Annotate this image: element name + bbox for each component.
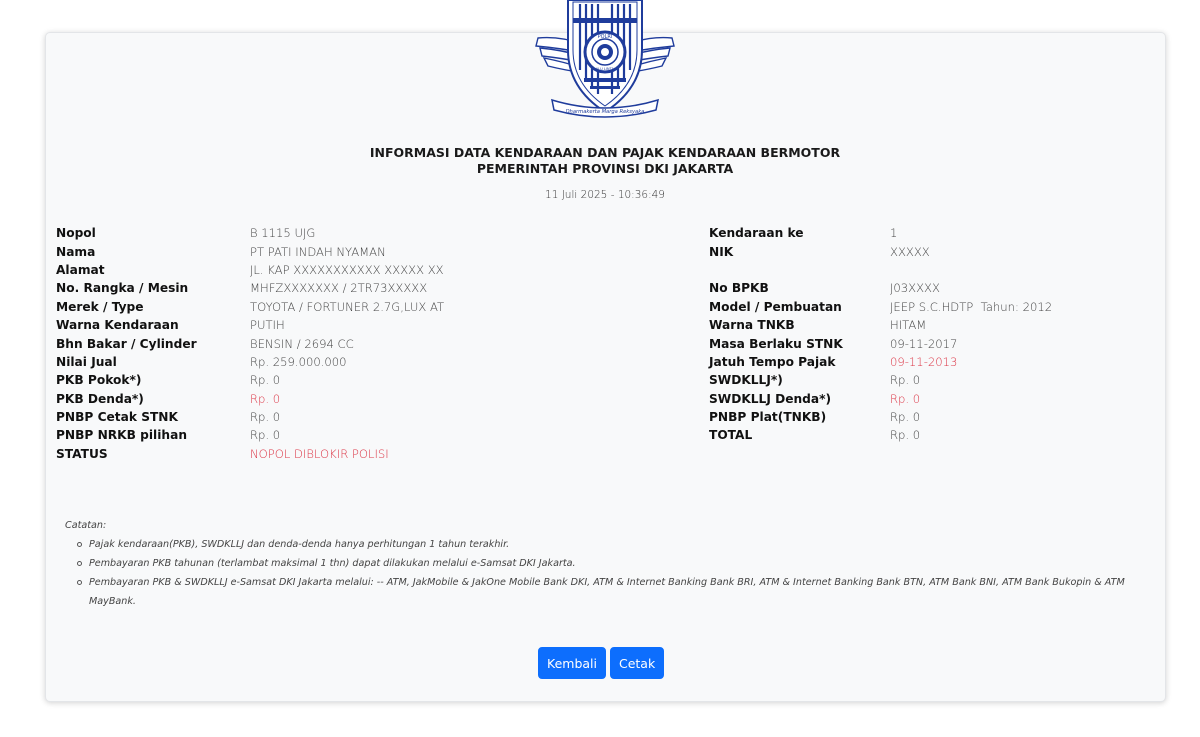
- row-nilai-jual: [56, 353, 656, 371]
- value-total: Rp. 0: [890, 428, 921, 443]
- row-pnbp-plat: [709, 408, 1169, 426]
- action-buttons: [538, 647, 664, 679]
- svg-text:Dharmakerta Marga Reksyaka: Dharmakerta Marga Reksyaka: [565, 109, 645, 115]
- label-merek-type: Merek / Type: [56, 299, 144, 314]
- row-pnbp-nrkb: [56, 426, 656, 444]
- label-warna-kendaraan: Warna Kendaraan: [56, 318, 179, 333]
- label-alamat: Alamat: [56, 262, 105, 277]
- value-nama: PT PATI INDAH NYAMAN: [250, 244, 386, 259]
- row-nama: [56, 242, 656, 260]
- label-swdkllj: SWDKLLJ*): [709, 373, 783, 388]
- value-status: NOPOL DIBLOKIR POLISI: [250, 446, 389, 461]
- row-nopol: [56, 224, 656, 242]
- row-merek-type: [56, 298, 656, 316]
- value-nik: XXXXX: [890, 244, 930, 259]
- value-merek-type: TOYOTA / FORTUNER 2.7G,LUX AT: [250, 299, 445, 314]
- label-nilai-jual: Nilai Jual: [56, 354, 117, 369]
- notes-section: [65, 516, 1155, 611]
- page-title-line2: PEMERINTAH PROVINSI DKI JAKARTA: [476, 161, 734, 176]
- polri-emblem-icon: [530, 0, 680, 124]
- row-masa-berlaku-stnk: [709, 334, 1169, 352]
- value-nilai-jual: Rp. 259.000.000: [250, 354, 347, 369]
- label-rangka-mesin: No. Rangka / Mesin: [56, 281, 189, 296]
- label-jatuh-tempo-pajak: Jatuh Tempo Pajak: [709, 354, 836, 369]
- value-warna-tnkb: HITAM: [890, 318, 927, 333]
- label-no-bpkb: No BPKB: [709, 281, 769, 296]
- row-swdkllj: [709, 371, 1169, 389]
- row-swdkllj-denda: [709, 390, 1169, 408]
- back-button[interactable]: Kembali: [538, 647, 606, 679]
- label-nik: NIK: [709, 244, 734, 259]
- value-masa-berlaku-stnk: 09-11-2017: [890, 336, 958, 351]
- svg-text:POLRI: POLRI: [597, 34, 613, 40]
- label-swdkllj-denda: SWDKLLJ Denda*): [709, 391, 832, 406]
- value-pnbp-nrkb: Rp. 0: [250, 428, 281, 443]
- label-nama: Nama: [56, 244, 96, 259]
- page-title-line1: INFORMASI DATA KENDARAAN DAN PAJAK KENDARAAN BERMOTOR: [369, 145, 841, 160]
- row-warna-tnkb: [709, 316, 1169, 334]
- report-datetime: 11 Juli 2025 - 10:36:49: [545, 189, 665, 201]
- vehicle-info-right: [709, 224, 1169, 445]
- value-swdkllj-denda: Rp. 0: [890, 391, 921, 406]
- value-jatuh-tempo-pajak: 09-11-2013: [890, 354, 958, 369]
- svg-text:LALU LINTAS: LALU LINTAS: [593, 67, 617, 71]
- label-warna-tnkb: Warna TNKB: [709, 318, 795, 333]
- print-button[interactable]: Cetak: [610, 647, 664, 679]
- polri-emblem-logo: [530, 0, 680, 124]
- notes-list: [65, 535, 1155, 611]
- value-pnbp-cetak-stnk: Rp. 0: [250, 410, 281, 425]
- note-item: Pajak kendaraan(PKB), SWDKLLJ dan denda-denda hanya perhitungan 1 tahun terakhir.: [79, 535, 1155, 554]
- value-bahan-bakar: BENSIN / 2694 CC: [250, 336, 354, 351]
- row-bahan-bakar: [56, 334, 656, 352]
- row-pnbp-cetak-stnk: [56, 408, 656, 426]
- note-item: Pembayaran PKB & SWDKLLJ e-Samsat DKI Jakarta melalui: -- ATM, JakMobile & JakOne Mobile Bank DKI, ATM & Internet Banking Bank BRI, ATM & Internet Banking Bank BTN, ATM Bank BNI, ATM Bank Bukopin & ATM MayBank.: [79, 573, 1155, 611]
- value-model-pembuatan: JEEP S.C.HDTP Tahun: 2012: [890, 299, 1053, 314]
- note-item: Pembayaran PKB tahunan (terlambat maksimal 1 thn) dapat dilakukan melalui e-Samsat DKI Jakarta.: [79, 554, 1155, 573]
- row-warna-kendaraan: [56, 316, 656, 334]
- row-jatuh-tempo-pajak: [709, 353, 1169, 371]
- label-pkb-denda: PKB Denda*): [56, 391, 144, 406]
- row-nik: [709, 242, 1169, 260]
- row-no-bpkb: [709, 279, 1169, 297]
- label-nopol: Nopol: [56, 226, 96, 241]
- vehicle-info-left: [56, 224, 656, 463]
- label-pkb-pokok: PKB Pokok*): [56, 373, 142, 388]
- label-pnbp-nrkb: PNBP NRKB pilihan: [56, 428, 187, 443]
- label-status: STATUS: [56, 446, 108, 461]
- value-kendaraan-ke: 1: [890, 226, 898, 241]
- row-kendaraan-ke: [709, 224, 1169, 242]
- value-nopol: B 1115 UJG: [250, 226, 316, 241]
- label-model-pembuatan: Model / Pembuatan: [709, 299, 842, 314]
- value-pnbp-plat: Rp. 0: [890, 410, 921, 425]
- value-pkb-denda: Rp. 0: [250, 391, 281, 406]
- label-masa-berlaku-stnk: Masa Berlaku STNK: [709, 336, 843, 351]
- label-pnbp-cetak-stnk: PNBP Cetak STNK: [56, 410, 178, 425]
- row-total: [709, 426, 1169, 444]
- row-spacer: [709, 261, 1169, 279]
- row-model-pembuatan: [709, 298, 1169, 316]
- value-pkb-pokok: Rp. 0: [250, 373, 281, 388]
- label-total: TOTAL: [709, 428, 753, 443]
- row-alamat: [56, 261, 656, 279]
- label-pnbp-plat: PNBP Plat(TNKB): [709, 410, 827, 425]
- value-no-bpkb: J03XXXX: [890, 281, 940, 296]
- value-warna-kendaraan: PUTIH: [250, 318, 285, 333]
- value-swdkllj: Rp. 0: [890, 373, 921, 388]
- page-title: [0, 145, 1200, 177]
- row-status: [56, 445, 656, 463]
- label-bahan-bakar: Bhn Bakar / Cylinder: [56, 336, 197, 351]
- label-kendaraan-ke: Kendaraan ke: [709, 226, 804, 241]
- row-pkb-denda: [56, 390, 656, 408]
- value-alamat: JL. KAP XXXXXXXXXXX XXXXX XX: [250, 262, 444, 277]
- value-rangka-mesin: MHFZXXXXXXX / 2TR73XXXXX: [250, 281, 428, 296]
- notes-heading: Catatan:: [65, 520, 107, 531]
- row-rangka-mesin: [56, 279, 656, 297]
- row-pkb-pokok: [56, 371, 656, 389]
